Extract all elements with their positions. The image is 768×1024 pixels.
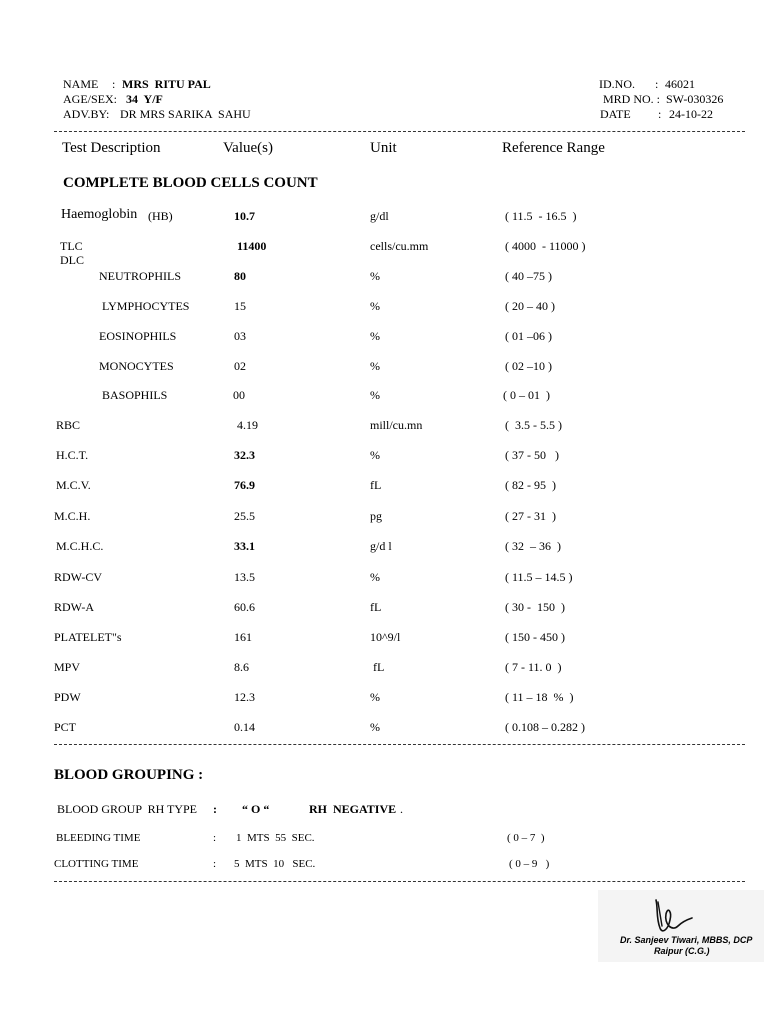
test-name: Haemoglobin xyxy=(61,207,138,222)
test-range: ( 20 – 40 ) xyxy=(505,299,555,313)
signature-block xyxy=(598,890,764,962)
test-name: H.C.T. xyxy=(56,448,89,462)
test-value: 03 xyxy=(234,329,246,343)
test-value: 11400 xyxy=(237,239,267,253)
blood-group-value: “ O “ xyxy=(242,802,270,816)
test-value: 0.14 xyxy=(234,720,255,734)
id-colon: : xyxy=(655,77,659,91)
test-name: BASOPHILS xyxy=(102,388,168,402)
cbc-section-title: COMPLETE BLOOD CELLS COUNT xyxy=(63,175,318,191)
test-unit: pg xyxy=(370,509,382,523)
test-range: ( 01 –06 ) xyxy=(505,329,552,343)
test-unit: % xyxy=(370,720,380,734)
test-value: 13.5 xyxy=(234,570,255,584)
test-unit: % xyxy=(370,388,380,402)
test-value: 00 xyxy=(233,388,245,402)
test-range: ( 3.5 - 5.5 ) xyxy=(505,418,562,432)
test-unit: g/dl xyxy=(370,209,389,223)
test-unit: g/d l xyxy=(370,539,392,553)
age-sex-value: 34 Y/F xyxy=(126,92,163,106)
test-name: MONOCYTES xyxy=(99,359,174,373)
test-range: ( 27 - 31 ) xyxy=(505,509,556,523)
col-unit: Unit xyxy=(370,140,397,156)
test-unit: 10^9/l xyxy=(370,630,401,644)
clotting-time-range: ( 0 – 9 ) xyxy=(509,858,550,870)
test-name: PCT xyxy=(54,720,77,734)
test-name: M.C.V. xyxy=(56,478,91,492)
bleeding-time-label: BLEEDING TIME xyxy=(56,832,141,844)
advised-by-value: DR MRS SARIKA SAHU xyxy=(120,107,251,121)
test-range: ( 40 –75 ) xyxy=(505,269,552,283)
test-name: NEUTROPHILS xyxy=(99,269,182,283)
test-value: 80 xyxy=(234,269,246,283)
test-unit: % xyxy=(370,359,380,373)
test-range: ( 11 – 18 % ) xyxy=(505,690,574,704)
test-unit: % xyxy=(370,269,380,283)
test-range: ( 4000 - 11000 ) xyxy=(505,239,586,253)
test-value: 4.19 xyxy=(237,418,258,432)
test-name: PLATELET"s xyxy=(54,630,122,644)
test-name: MPV xyxy=(54,660,81,674)
dlc-label: DLC xyxy=(60,253,84,267)
test-range: ( 32 – 36 ) xyxy=(505,539,561,553)
test-range: ( 150 - 450 ) xyxy=(505,630,565,644)
test-value: 76.9 xyxy=(234,478,255,492)
test-range: ( 37 - 50 ) xyxy=(505,448,559,462)
blood-group-label: BLOOD GROUP RH TYPE xyxy=(57,802,198,816)
test-name: LYMPHOCYTES xyxy=(102,299,190,313)
id-value: 46021 xyxy=(665,77,695,91)
bleeding-time-range: ( 0 – 7 ) xyxy=(507,832,545,844)
test-value: 60.6 xyxy=(234,600,255,614)
test-name: RDW-A xyxy=(54,600,94,614)
test-unit: fL xyxy=(373,660,385,674)
id-label: ID.NO. xyxy=(599,77,635,91)
test-range: ( 0 – 01 ) xyxy=(503,388,550,402)
test-value: 8.6 xyxy=(234,660,249,674)
test-value: 32.3 xyxy=(234,448,255,462)
test-value: 02 xyxy=(234,359,246,373)
test-unit: % xyxy=(370,690,380,704)
test-name: M.C.H. xyxy=(54,509,91,523)
test-value: 25.5 xyxy=(234,509,255,523)
test-name: EOSINOPHILS xyxy=(99,329,177,343)
test-unit: % xyxy=(370,299,380,313)
divider-top xyxy=(54,131,745,132)
test-range: ( 0.108 – 0.282 ) xyxy=(505,720,585,734)
blood-group-colon: : xyxy=(213,802,217,816)
doctor-location: Raipur (C.G.) xyxy=(654,946,710,956)
test-range: ( 30 - 150 ) xyxy=(505,600,565,614)
test-value: 15 xyxy=(234,299,246,313)
date-label: DATE xyxy=(600,107,631,121)
adv-label: ADV.BY: xyxy=(63,107,110,121)
test-unit: % xyxy=(370,570,380,584)
divider-middle xyxy=(54,744,745,745)
age-label: AGE/SEX: xyxy=(63,92,117,106)
bleeding-time-colon: : xyxy=(213,832,217,844)
test-unit: cells/cu.mm xyxy=(370,239,429,253)
patient-name: MRS RITU PAL xyxy=(122,77,211,91)
test-range: ( 11.5 – 14.5 ) xyxy=(505,570,573,584)
rh-type-value: RH NEGATIVE xyxy=(309,802,397,816)
date-value: 24-10-22 xyxy=(669,107,713,121)
name-colon: : xyxy=(112,77,116,91)
test-name-suffix: (HB) xyxy=(148,209,173,223)
clotting-time-label: CLOTTING TIME xyxy=(54,858,139,870)
clotting-time-value: 5 MTS 10 SEC. xyxy=(234,858,316,870)
test-range: ( 11.5 - 16.5 ) xyxy=(505,209,577,223)
test-value: 161 xyxy=(234,630,252,644)
bleeding-time-value: 1 MTS 55 SEC. xyxy=(236,832,315,844)
test-name: RBC xyxy=(56,418,81,432)
test-unit: % xyxy=(370,448,380,462)
test-name: M.C.H.C. xyxy=(56,539,104,553)
test-range: ( 7 - 11. 0 ) xyxy=(505,660,562,674)
test-unit: % xyxy=(370,329,380,343)
doctor-name: Dr. Sanjeev Tiwari, MBBS, DCP xyxy=(620,935,753,945)
col-reference-range: Reference Range xyxy=(502,140,605,156)
mrd-label: MRD NO. : xyxy=(603,92,661,106)
test-name: TLC xyxy=(60,239,83,253)
test-range: ( 82 - 95 ) xyxy=(505,478,556,492)
test-range: ( 02 –10 ) xyxy=(505,359,552,373)
test-name: RDW-CV xyxy=(54,570,102,584)
col-test-description: Test Description xyxy=(62,140,161,156)
col-values: Value(s) xyxy=(223,140,273,156)
test-unit: fL xyxy=(370,478,382,492)
test-value: 33.1 xyxy=(234,539,255,553)
test-value: 12.3 xyxy=(234,690,255,704)
test-name: PDW xyxy=(54,690,81,704)
test-unit: fL xyxy=(370,600,382,614)
date-colon: : xyxy=(658,107,662,121)
divider-bottom xyxy=(54,881,745,882)
test-value: 10.7 xyxy=(234,209,255,223)
mrd-value: SW-030326 xyxy=(666,92,724,106)
rh-type-suffix: . xyxy=(400,802,403,816)
test-unit: mill/cu.mn xyxy=(370,418,423,432)
clotting-time-colon: : xyxy=(213,858,217,870)
name-label: NAME xyxy=(63,77,99,91)
blood-grouping-title: BLOOD GROUPING : xyxy=(54,767,204,783)
